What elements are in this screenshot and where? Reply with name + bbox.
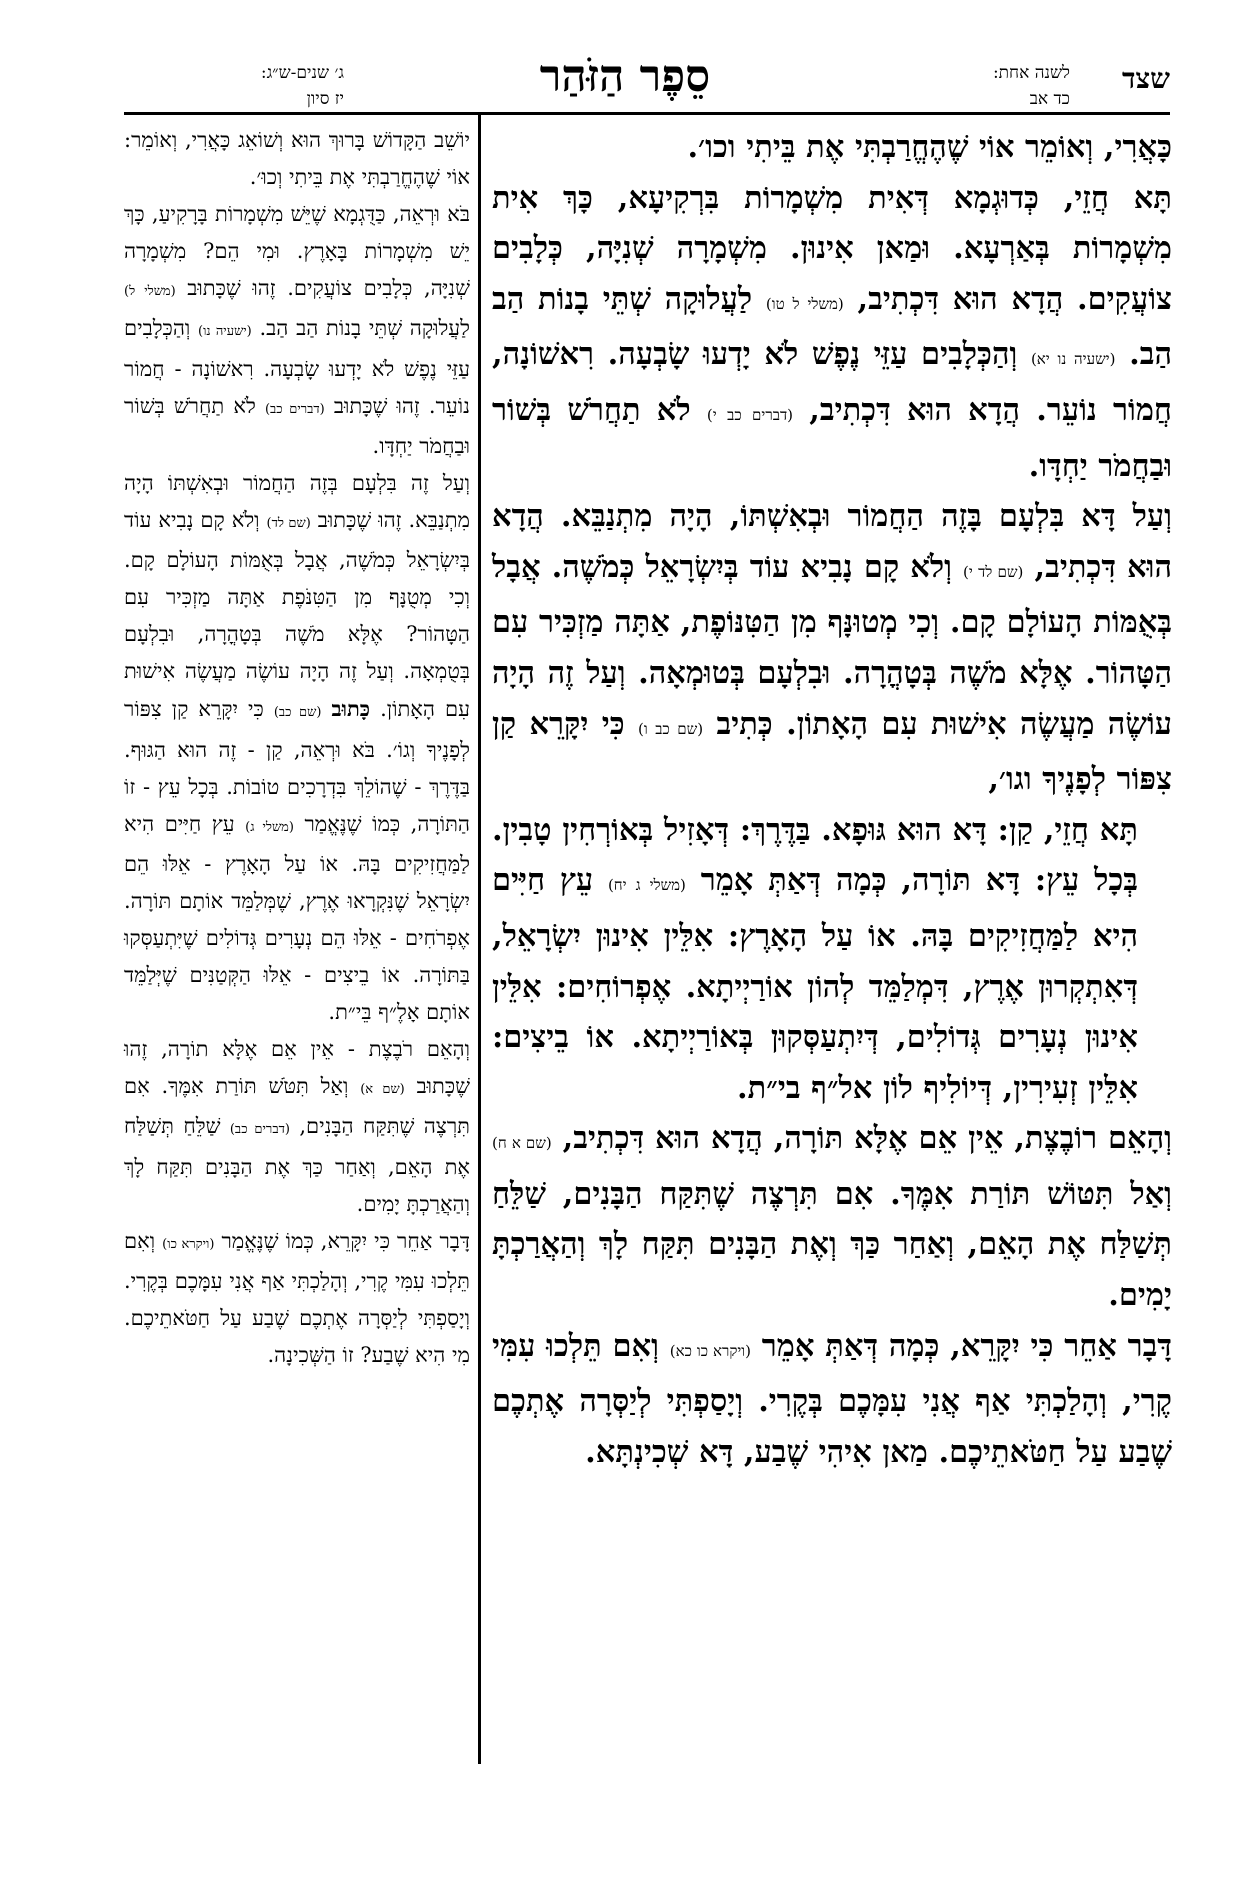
main-paragraph-1: כָּאֲרִי, וְאוֹמֵר אוֹי שֶׁהֶחֱרַבְתִּי אֶת בֵּיתִי וכו׳. [687, 129, 1172, 165]
main-paragraph-3 [492, 491, 1172, 805]
header-right-line2: כד אב [1029, 89, 1070, 109]
source-reference: (ויקרא כו כא) [669, 1341, 751, 1360]
side-paragraph-4 [124, 1031, 470, 1222]
side-text: לֹא תַחֲרֹשׁ בְּשׁוֹר וּבַחֲמֹר יַחְדָּו. [124, 393, 470, 458]
header-right [960, 60, 1165, 112]
side-text: בֹּא וּרְאֵה, כַּדֻּגְמָא שֶׁיֵּשׁ מִשְׁמָרוֹת בָּרָקִיעַ, כָּךְ יֵשׁ מִשְׁמָרוֹת בָּאָרֶץ. וּמִי הֵם? מִשְׁמָרָה שְׁנִיָּה, כְּלָבִים צוֹעֲקִים. זֶהוּ שֶׁכָּתוּב [124, 202, 470, 301]
main-text: וְאַל תִּטּוֹשׁ תּוֹרַת אִמֶּךָ. אִם תִּרְצֶה שֶׁתִּקַּח הַבָּנִים, שַׁלֵּחַ תְּשַׁלַּח אֶת הָאֵם, וְאַחַר כַּךְ וְאֶת הַבָּנִים תִּקַּח לָךְ וְהַאֲרַכְתָּ יָמִים. [492, 1175, 1172, 1314]
page-number: שצד [1122, 62, 1170, 95]
source-reference: (משלי ל) [124, 284, 176, 300]
side-paragraph-5 [124, 1223, 470, 1374]
column-divider [478, 114, 481, 1764]
source-reference: (משלי ג) [245, 819, 294, 835]
source-reference: (שם כב) [273, 705, 322, 721]
side-text: וְעַל זֶה בִּלְעָם בְּזֶה הַחֲמוֹר וּבְאִשְׁתּוֹ הָיָה מִתְנַבֵּא. זֶהוּ שֶׁכָּתוּב [124, 470, 470, 532]
side-text: עֵץ חַיִּים הִיא לַמַּחֲזִיקִים בָּהּ. אוֹ עַל הָאָרֶץ - אֵלּוּ הֵם יִשְׂרָאֵל שֶׁנִּקְרָאוּ אֶרֶץ, שֶׁמְּלַמֵּד אוֹתָם תּוֹרָה. אֶפְרֹחִים - אֵלּוּ הֵם נְעָרִים גְּדוֹלִים שֶׁיִּתְעַסְּקוּ בַּתּוֹרָה. אוֹ בֵיצִים - אֵלּוּ הַקְּטַנִּים שֶׁיְּלַמֵּד אוֹתָם אָלֶ״ף בֵּי״ת. [124, 811, 470, 1025]
main-paragraph-5 [492, 1113, 1172, 1320]
page-title: סֵפֶר הַזֹּהַר [539, 51, 711, 102]
source-reference: (שם כב ו) [638, 719, 704, 738]
main-text: וְעַל דָּא בִּלְעָם בָּזֶה הַחֲמוֹר וּבְאִשְׁתּוֹ, הָיָה מִתְנַבֵּא. הֲדָא הוּא דִּכְתִיב, [492, 498, 1173, 585]
side-text: וְלֹא קָם נָבִיא עוֹד בְּיִשְׂרָאֵל כְּמֹשֶׁה, אֲבָל בְּאֻמּוֹת הָעוֹלָם קָם. וְכִי מְטֻנָּף מִן הַטִּנֹּפֶת אַתָּה מַזְכִּיר עִם הַטָּהוֹר? אֶלָּא מֹשֶׁה בְּטָהֳרָה, וּבִלְעָם בְּטֻמְאָה. וְעַל זֶה הָיָה עוֹשֶׂה מַעֲשֶׂה אִישׁוּת עִם הָאָתוֹן. [124, 507, 470, 722]
main-paragraph-2 [492, 173, 1172, 492]
main-text: תָּא חֲזֵי, קַן: דָּא הוּא גּוּפָא. בַּדֶּרֶךְ: דְּאָזִיל בְּאוֹרְחִין טָבִין. בְּכָל עֵץ: דָּא תּוֹרָה, כְּמָה דְּאַתְּ אָמֵר [492, 811, 1138, 899]
source-reference: (משלי ג יח) [607, 876, 686, 895]
side-text: דָּבָר אַחֵר כִּי יִקָּרֵא, כְּמוֹ שֶׁנֶּאֱמַר [221, 1228, 470, 1253]
header-right-line1: לשנה אחת: [992, 63, 1070, 83]
source-reference: (משלי ל טו) [765, 294, 844, 313]
main-text: לַעֲלוּקָה שְׁתֵּי בָנוֹת הַב הַב. [492, 280, 1172, 373]
main-text: לֹא תַחֲרֹשׁ בְּשׁוֹר וּבַחֲמֹר יַחְדָּו. [492, 391, 1172, 484]
side-paragraph-1: יוֹשֵׁב הַקָּדוֹשׁ בָּרוּךְ הוּא וְשׁוֹאֵג כָּאֲרִי, וְאוֹמֵר: אוֹי שֶׁהֶחֱרַבְתִּי אֶת בֵּיתִי וְכוּ׳. [124, 128, 470, 190]
main-text: דָּבָר אַחֵר כִּי יִקָּרֵא, כְּמָה דְּאַתְּ אָמֵר [761, 1327, 1172, 1364]
main-text: וְאִם תֵּלְכוּ עִמִּי קֶרִי, וְהָלַכְתִּי אַף אֲנִי עִמָּכֶם בְּקֶרִי. וְיָסַפְתִּי לְיַסְּרָה אֶתְכֶם שֶׁבַע עַל חַטֹּאתֵיכֶם. מַאן אִיהִי שֶׁבַע, דָּא שְׁכִינְתָּא. [492, 1327, 1172, 1470]
source-reference: (ישעיה נו יא) [1030, 350, 1116, 369]
main-text: וְהַכְּלָבִים עַזֵּי נֶפֶשׁ לֹא יָדְעוּ שָׂבְעָה. רִאשׁוֹנָה, חֲמוֹר נוֹעֵר. הֲדָא הוּא דִּכְתִיב, [492, 336, 1172, 428]
side-text: לַעֲלוּקָה שְׁתֵּי בָנוֹת הַב הַב. [259, 316, 471, 341]
source-reference: (שם א ח) [492, 1134, 552, 1153]
side-bold-word: כָּתוּב [331, 696, 371, 722]
header-left-line2: יז סיון [306, 89, 344, 109]
main-text: וְלֹא קָם נָבִיא עוֹד בְּיִשְׂרָאֵל כְּמֹשֶׁה. אֲבָל בְּאֻמּוֹת הָעוֹלָם קָם. וְכִי מְטוּנָּף מִן הַטִּנּוֹפֶת, אַתָּה מַזְכִּיר עִם הַטָּהוֹר. אֶלָּא מֹשֶׁה בְּטָהֳרָה. וּבִלְעָם בְּטוּמְאָה. וְעַל זֶה הָיָה עוֹשֶׂה מַעֲשֶׂה אִישׁוּת עִם הָאָתוֹן. כְּתִיב [492, 548, 1173, 742]
side-text: וְהָאֵם רֹבֶצֶת - אֵין אֵם אֶלָּא תוֹרָה, זֶהוּ שֶׁכָּתוּב [124, 1037, 470, 1099]
main-paragraph-4 [492, 805, 1172, 1114]
side-paragraph-3 [124, 465, 470, 1031]
main-text: כִּי יִקָּרֵא קַן צִפּוֹר לְפָנֶיךָ וגו׳, [492, 705, 1172, 798]
side-paragraph-2 [124, 196, 470, 465]
main-text: וְהָאֵם רוֹבֶצֶת, אֵין אֵם אֶלָּא תּוֹרָה, הֲדָא הוּא דִּכְתִיב, [562, 1120, 1172, 1157]
side-text: וְאַל תִּטֹּשׁ תּוֹרַת אִמֶּךָ. אִם תִּרְצֶה שֶׁתִּקַּח הַבָּנִים, [124, 1074, 470, 1139]
main-text: עֵץ חַיִּים הִיא לַמַּחֲזִיקִים בָּהּ. אוֹ עַל הָאָרֶץ: אִלֵּין אִינוּן יִשְׂרָאֵל, דְּאִתְקְרוּן אֶרֶץ, דִּמְלַמֵּד לְהוֹן אוֹרַיְיתָא. אֶפְרוֹחִים: אִלֵּין אִינוּן נְעָרִים גְּדוֹלִים, דְּיִתְעַסְּקוּן בְּאוֹרַיְיתָא. אוֹ בֵיצִים: אִלֵּין זְעִירִין, דְּיוֹלִיף לוֹן אל״ף בי״ת. [492, 862, 1138, 1106]
source-reference: (ישעיה נו) [198, 324, 252, 340]
side-text: וְהַכְּלָבִים עַזֵּי נֶפֶשׁ לֹא יָדְעוּ שָׂבְעָה. רִאשׁוֹנָה - חֲמוֹר נוֹעֵר. זֶהוּ שֶׁכָּתוּב [124, 316, 470, 418]
main-paragraph-6 [492, 1321, 1172, 1478]
main-column [492, 122, 1172, 1477]
side-text: כִּי יִקָּרֵא קַן צִפּוֹר לְפָנֶיךָ וְגוֹ׳. בֹּא וּרְאֵה, קַן - זֶה הוּא הַגּוּף. בַּדֶּרֶךְ - שֶׁהוֹלֵךְ בִּדְרָכִים טוֹבוֹת. בְּכָל עֵץ - זוֹ הַתּוֹרָה, כְּמוֹ שֶׁנֶּאֱמַר [124, 697, 470, 836]
source-reference: (דברים כב) [264, 401, 325, 417]
translation-column [124, 122, 470, 1374]
source-reference: (שם לד) [266, 515, 311, 531]
source-reference: (שם לד י) [963, 562, 1024, 581]
header-rule [124, 112, 1170, 115]
source-reference: (שם א) [360, 1082, 405, 1098]
header-left-line1: ג׳ שנים-ש״ג: [260, 63, 344, 83]
side-text: וְאִם תֵּלְכוּ עִמִּי קֶרִי, וְהָלַכְתִּי אַף אֲנִי עִמָּכֶם בְּקֶרִי. וְיָסַפְתִּי לְיַסְּרָה אֶתְכֶם שֶׁבַע עַל חַטֹּאתֵיכֶם. מִי הִיא שֶׁבַע? זוֹ הַשְּׁכִינָה. [124, 1228, 470, 1367]
source-reference: (דברים כב) [229, 1122, 290, 1138]
main-text: תָּא חֲזֵי, כְּדוּגְמָא דְּאִית מִשְׁמָרוֹת בִּרְקִיעָא, כָּךְ אִית מִשְׁמָרוֹת בְּאַרְעָא. וּמַאן אִינוּן. מִשְׁמָרָה שְׁנִיָּה, כְּלָבִים צוֹעֲקִים. הֲדָא הוּא דִּכְתִיב, [492, 179, 1172, 317]
side-text: שַׁלֵּחַ תְּשַׁלַּח אֶת הָאֵם, וְאַחַר כַּךְ אֶת הַבָּנִים תִּקַּח לָךְ וְהַאֲרַכְתָּ יָמִים. [124, 1114, 470, 1216]
header-left [124, 60, 344, 112]
source-reference: (ויקרא כו) [162, 1236, 215, 1252]
source-reference: (דברים כב י) [706, 405, 794, 424]
